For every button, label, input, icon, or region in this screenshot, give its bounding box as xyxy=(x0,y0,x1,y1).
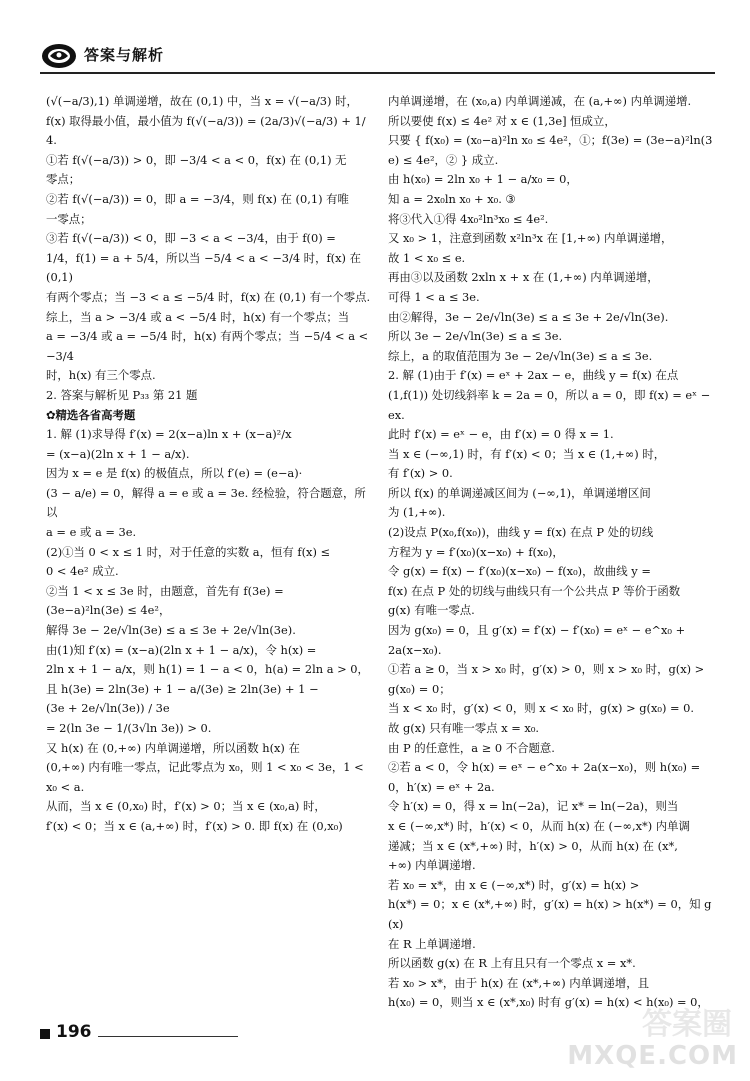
text-line: x₀ < a. xyxy=(46,779,85,794)
text-line: 内单调递增，在 (x₀,a) 内单调递减，在 (a,+∞) 内单调递增. xyxy=(388,94,692,108)
text-line: ③若 f(√(−a/3)) < 0，即 −3 < a < −3/4，由于 f(0) = xyxy=(46,231,336,246)
text-line: 故 g(x) 只有唯一零点 x = x₀. xyxy=(388,721,540,735)
text-line: a = −3/4 或 a = −5/4 时，h(x) 有两个零点；当 −5/4 < a < −3/4 xyxy=(46,329,369,363)
text-line: 又 x₀ > 1，注意到函数 x²ln³x 在 [1,+∞) 内单调递增， xyxy=(388,231,673,246)
text-line: 所以 f(x) 的单调递减区间为 (−∞,1)，单调递增区间 xyxy=(388,485,651,500)
text-line: 综上，当 a > −3/4 或 a < −5/4 时，h(x) 有一个零点；当 xyxy=(46,309,350,324)
text-line: g(x₀) = 0； xyxy=(388,681,451,696)
text-line: (2)设点 P(x₀,f(x₀))，曲线 y = f(x) 在点 P 处的切线 xyxy=(388,525,654,540)
footer-rule xyxy=(98,1036,238,1037)
text-line: = (x−a)(2ln x + 1 − a/x). xyxy=(46,446,190,461)
text-line: 若 x₀ > x*，由于 h(x) 在 (x*,+∞) 内单调递增，且 xyxy=(388,975,649,990)
text-line: 从而，当 x ∈ (0,x₀) 时，f′(x) > 0；当 x ∈ (x₀,a) 时， xyxy=(46,799,326,814)
text-line: h(x*) = 0；x ∈ (x*,+∞) 时，g′(x) = h(x) > h(x*) = 0，知 g(x) xyxy=(388,897,712,931)
text-line: 所以 3e − 2e/√ln(3e) ≤ a ≤ 3e. xyxy=(388,329,563,344)
text-line: 所以函数 g(x) 在 R 上有且只有一个零点 x = x*. xyxy=(388,956,636,971)
text-line: 0，h′(x) = eˣ + 2a. xyxy=(388,779,495,794)
text-line: (1,f(1)) 处切线斜率 k = 2a = 0，所以 a = 0，即 f(x) = eˣ − xyxy=(388,387,711,402)
text-line: x ∈ (−∞,x*) 时，h′(x) < 0，从而 h(x) 在 (−∞,x*) 内单调 xyxy=(388,818,690,833)
text-line: 因为 g(x₀) = 0，且 g′(x) = f′(x) − f′(x₀) = eˣ − e^x₀ + xyxy=(388,623,686,638)
text-line: 当 x ∈ (−∞,1) 时，有 f′(x) < 0；当 x ∈ (1,+∞) 时， xyxy=(388,446,666,461)
text-line: 又 h(x) 在 (0,+∞) 内单调递增，所以函数 h(x) 在 xyxy=(46,740,300,755)
left-column xyxy=(46,92,371,837)
text-line: (3 − a/e) = 0，解得 a = e 或 a = 3e. 经检验，符合题意，所以 xyxy=(46,485,366,520)
text-line: 综上，a 的取值范围为 3e − 2e/√ln(3e) ≤ a ≤ 3e. xyxy=(388,348,653,363)
text-line: ①若 f(√(−a/3)) > 0，即 −3/4 < a < 0，f(x) 在 (0,1) 无 xyxy=(46,152,347,167)
text-line: 有两个零点；当 −3 < a ≤ −5/4 时，f(x) 在 (0,1) 有一个零点. xyxy=(46,289,371,304)
text-line: 在 R 上单调递增. xyxy=(388,936,476,951)
square-bullet-icon xyxy=(40,1029,50,1039)
text-line: ②当 1 < x ≤ 3e 时，由题意，首先有 f(3e) = xyxy=(46,583,284,598)
text-line: 因为 x = e 是 f(x) 的极值点，所以 f′(e) = (e−a)· xyxy=(46,466,303,481)
book-logo-icon xyxy=(40,40,78,70)
text-line: 解得 3e − 2e/√ln(3e) ≤ a ≤ 3e + 2e/√ln(3e). xyxy=(46,623,296,638)
text-line: 一零点； xyxy=(46,211,92,226)
text-line: ②若 f(√(−a/3)) = 0，即 a = −3/4，则 f(x) 在 (0,1) 有唯 xyxy=(46,191,349,206)
text-line: 若 x₀ = x*，由 x ∈ (−∞,x*) 时，g′(x) = h(x) > xyxy=(388,877,640,892)
text-line: 有 f′(x) > 0. xyxy=(388,466,453,481)
text-line: 零点； xyxy=(46,172,81,187)
watermark xyxy=(567,1007,742,1071)
text-line: ✿精选各省高考题 xyxy=(46,407,136,422)
text-line: 只要 { f(x₀) = (x₀−a)²ln x₀ ≤ 4e²，①；f(3e) = (3e−a)²ln(3e) ≤ 4e²，② } 成立. xyxy=(388,133,713,167)
text-line: 再由③以及函数 2xln x + x 在 (1,+∞) 内单调递增， xyxy=(388,270,659,285)
text-line: (2)①当 0 < x ≤ 1 时，对于任意的实数 a，恒有 f(x) ≤ xyxy=(46,544,331,559)
watermark-en: MXQE.COM xyxy=(567,1041,738,1071)
text-line: (3e−a)²ln(3e) ≤ 4e²， xyxy=(46,603,171,618)
text-line: 当 x < x₀ 时，g′(x) < 0，则 x < x₀ 时，g(x) > g(x₀) = 0. xyxy=(388,701,695,716)
text-line: 2a(x−x₀). xyxy=(388,642,442,657)
text-line: 故 1 < x₀ ≤ e. xyxy=(388,250,466,265)
page-header xyxy=(40,36,715,76)
text-line: ①若 a ≥ 0，当 x > x₀ 时，g′(x) > 0，则 x > x₀ 时，g(x) > xyxy=(388,662,705,677)
text-line: = 2(ln 3e − 1/(3√ln 3e)) > 0. xyxy=(46,721,212,735)
text-line: 由 h(x₀) = 2ln x₀ + 1 − a/x₀ = 0， xyxy=(388,172,578,187)
text-line: 知 a = 2x₀ln x₀ + x₀. ③ xyxy=(388,191,516,206)
text-line: 2. 答案与解析见 P₃₃ 第 21 题 xyxy=(46,387,198,402)
text-line: (3e + 2e/√ln(3e)) / 3e xyxy=(46,701,170,716)
text-line: f(x) 取得最小值，最小值为 f(√(−a/3)) = (2a/3)√(−a/3) + 1/4. xyxy=(46,113,366,148)
text-line: +∞) 内单调递增. xyxy=(388,858,476,873)
text-line: ex. xyxy=(388,407,405,422)
right-column xyxy=(388,92,713,1013)
text-line: 2ln x + 1 − a/x，则 h(1) = 1 − a < 0，h(a) = 2ln a > 0， xyxy=(46,662,369,677)
text-line: 将③代入①得 4x₀²ln³x₀ ≤ 4e². xyxy=(388,211,549,226)
text-line: (0,+∞) 内有唯一零点，记此零点为 x₀，则 1 < x₀ < 3e，1 < xyxy=(46,760,364,775)
page-footer xyxy=(40,1022,340,1052)
text-line: h(x₀) = 0，则当 x ∈ (x*,x₀) 时有 g′(x) = h(x) < h(x₀) = 0， xyxy=(388,995,709,1010)
header-title: 答案与解析 xyxy=(84,46,165,64)
text-line: a = e 或 a = 3e. xyxy=(46,525,137,540)
text-line: 由 P 的任意性，a ≥ 0 不合题意. xyxy=(388,740,555,755)
header-rule xyxy=(40,72,715,74)
text-line: ②若 a < 0，令 h(x) = eˣ − e^x₀ + 2a(x−x₀)，则 h(x₀) = xyxy=(388,760,701,775)
text-line: (√(−a/3),1) 单调递增，故在 (0,1) 中，当 x = √(−a/3) 时， xyxy=(46,94,358,108)
text-line: 0 < 4e² 成立. xyxy=(46,564,119,579)
text-line: 递减；当 x ∈ (x*,+∞) 时，h′(x) > 0，从而 h(x) 在 (x*, xyxy=(388,838,678,853)
text-line: 1/4，f(1) = a + 5/4，所以当 −5/4 < a < −3/4 时，f(x) 在 (0,1) xyxy=(46,250,362,285)
text-line: 可得 1 < a ≤ 3e. xyxy=(388,289,480,304)
text-line: 所以要使 f(x) ≤ 4e² 对 x ∈ (1,3e] 恒成立， xyxy=(388,113,616,128)
text-line: 1. 解 (1)求导得 f′(x) = 2(x−a)ln x + (x−a)²/x xyxy=(46,427,292,442)
text-line: 此时 f′(x) = eˣ − e，由 f′(x) = 0 得 x = 1. xyxy=(388,427,614,442)
text-line: 时，h(x) 有三个零点. xyxy=(46,368,156,383)
watermark-cn: 答案圈 xyxy=(642,1007,732,1042)
text-line: 2. 解 (1)由于 f′(x) = eˣ + 2ax − e，曲线 y = f(x) 在点 xyxy=(388,368,679,383)
text-line: 且 h(3e) = 2ln(3e) + 1 − a/(3e) ≥ 2ln(3e) + 1 − xyxy=(46,681,319,696)
text-line: 令 h′(x) = 0，得 x = ln(−2a)，记 x* = ln(−2a)，则当 xyxy=(388,799,679,814)
text-line: f(x) 在点 P 处的切线与曲线只有一个公共点 P 等价于函数 xyxy=(388,583,681,598)
text-line: 方程为 y = f′(x₀)(x−x₀) + f(x₀)， xyxy=(388,544,564,559)
text-line: 为 (1,+∞). xyxy=(388,505,446,520)
page-number: 196 xyxy=(56,1022,92,1042)
text-line: g(x) 有唯一零点. xyxy=(388,603,475,618)
text-line: 令 g(x) = f(x) − f′(x₀)(x−x₀) − f(x₀)，故曲线 y = xyxy=(388,564,651,579)
text-line: f′(x) < 0；当 x ∈ (a,+∞) 时，f′(x) > 0. 即 f(x) 在 (0,x₀) xyxy=(46,818,343,833)
text-line: 由(1)知 f′(x) = (x−a)(2ln x + 1 − a/x)，令 h(x) = xyxy=(46,642,317,657)
text-line: 由②解得，3e − 2e/√ln(3e) ≤ a ≤ 3e + 2e/√ln(3e). xyxy=(388,309,669,324)
